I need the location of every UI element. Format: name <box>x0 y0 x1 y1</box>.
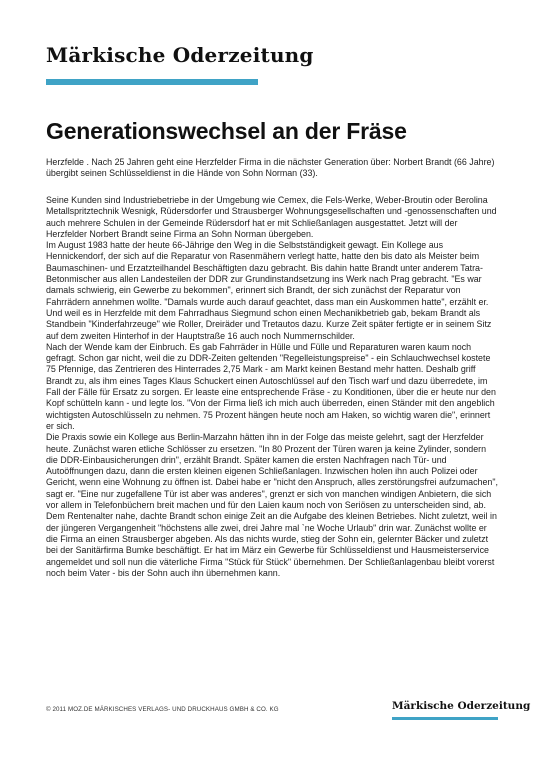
footer-accent-bar <box>392 717 498 720</box>
article-body <box>46 195 498 579</box>
footer-copyright: © 2011 MOZ.DE MÄRKISCHES VERLAGS- UND DRUCKHAUS GMBH & CO. KG <box>46 706 279 713</box>
article-paragraph: Nach der Wende kam der Einbruch. Es gab Fahrräder in Hülle und Fülle und Reparaturen waren kaum noch gefragt. Schon gar nicht, weil die zu DDR-Zeiten geltenden "Regelleistungspreise" - ein Schlauchwechsel kostete 75 Pfennige, das Zentrieren des Hinterrades 2,75 Mark - am Markt keinen Bestand mehr hatten. Deshalb griff Brandt zu, als ihm eines Tages Klaus Schuckert einen Autoschlüssel auf den Tisch warf und dazu überredete, im Fall der Fälle für Ersatz zu sorgen. Er leaste eine entsprechende Fräse - zu Konditionen, über die er heute nur den Kopf schütteln kann - und legte los. "Von der Firma ließ ich mich auch überreden, einen Ständer mit den angeblich wichtigsten Autoschlüsseln zu nehmen. 75 Prozent hängen heute noch am Haken, so wichtig waren die", erinnert er sich. <box>46 341 496 431</box>
masthead-logo: Märkische Oderzeitung <box>46 43 314 67</box>
article-paragraph: Im August 1983 hatte der heute 66-Jährige den Weg in die Selbstständigkeit gewagt. Ein Kollege aus Hennickendorf, der sich auf die Reparatur von Rasenmähern verlegt hatte, hatte den bis dato als Meister beim Baumaschinen- und Erzatzteilhandel Beschäftigten dazu gebracht. Bis dahin hatte Brandt unter anderem Tatra-Betonmischer aus allen Landesteilen der DDR zur Grundinstandsetzung ins Werk nach Prag gebracht. "Es war damals schwierig, ein Gewerbe zu bekommen", erinnert sich Brandt, der sich zunächst der Reparatur von Fahrrädern annehmen wollte. "Damals wurde auch darauf geachtet, dass man ein Auskommen hatte", erzählt er. Und weil es in Herzfelde mit dem Fahrradhaus Siegmund schon einen Mechanikbetrieb gab, bekam Brandt als Standbein "Kinderfahrzeuge" wie Roller, Dreiräder und Tretautos dazu. Kurze Zeit später fertigte er in seinem Sitz auf dem zweiten Hinterhof in der Hauptstraße 16 auch noch Nummernschilder. <box>46 240 492 341</box>
article-lead: Herzfelde . Nach 25 Jahren geht eine Herzfelder Firma in die nächster Generation über: Norbert Brandt (66 Jahre) übergibt seinen Schlüsseldienst in die Hände von Sohn Norman (33). <box>46 157 495 179</box>
masthead-accent-bar <box>46 79 258 85</box>
article-paragraph: Dem Rentenalter nahe, dachte Brandt schon einige Zeit an die Aufgabe des kleinen Betriebes. Nicht zuletzt, weil in der jüngeren Vergangenheit "höchstens alle zwei, drei Jahre mal `ne Woche Urlaub" drin war. Zunächst wollte er die Firma an einen Strausberger abgeben. Als das nichts wurde, stieg der Sohn ein, gelernter Bäcker und zuletzt bei der Sanitärfirma Bumke beschäftigt. Er hat im März ein Gewerbe für Schlüsseldienst und Hausmeisterservice angemeldet und soll nun die väterliche Firma "Stück für Stück" übernehmen. Der Schließanlagenbau bleibt vorerst noch beim Vater - bis der Sohn auch ihn übernehmen kann. <box>46 511 497 578</box>
article-headline: Generationswechsel an der Fräse <box>46 118 407 144</box>
footer-logo: Märkische Oderzeitung <box>392 700 531 712</box>
article-paragraph: Seine Kunden sind Industriebetriebe in der Umgebung wie Cemex, die Fels-Werke, Weber-Broutin oder Berolina Metallspritztechnik Wesnigk, Rüdersdorfer und Strausberger Wohnungsgesellschaften und -genossenschaften und auch mehrere Schulen in der Gemeinde Rüdersdorf hat er mit Schließanlagen ausgestattet. Jetzt will der Herzfelder Norbert Brandt seine Firma an Sohn Norman übergeben. <box>46 195 497 239</box>
article-paragraph: Die Praxis sowie ein Kollege aus Berlin-Marzahn hätten ihn in der Folge das meiste gelehrt, sagt der Herzfelder heute. Zunächst waren etliche Schlösser zu ersetzen. "In 80 Prozent der Türen waren ja keine Zylinder, sondern die DDR-Einbausicherungen drin", erzählt Brandt. Später kamen die ersten Nachfragen nach Tür- und Autoöffnungen dazu, dann die ersten kleinen eigenen Schließanlagen. Inzwischen holen ihn auch Polizei oder Gericht, wenn eine Wohnung zu öffnen ist. Dabei habe er "nicht den Anspruch, alles zerstörungsfrei aufzumachen", sagt er. "Eine nur zugefallene Tür ist aber was anderes", grenzt er sich von manchen windigen Anbietern, die sich vor allem in Telefonbüchern breit machen und für den Laien kaum noch von Seriösen zu unterscheiden sind, ab. <box>46 432 498 511</box>
